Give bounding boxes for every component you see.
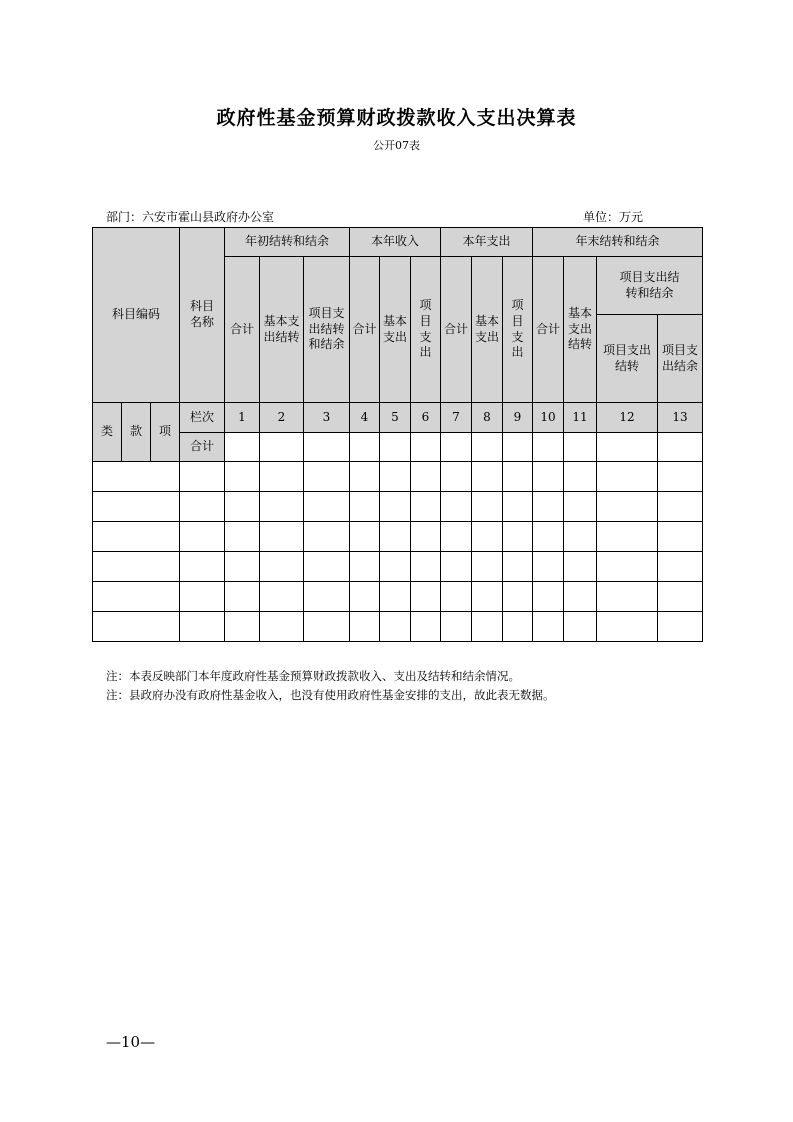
table-cell	[180, 582, 225, 612]
table-cell	[225, 582, 260, 612]
table-cell	[658, 522, 703, 552]
expense-basic-header: 基本支出	[472, 257, 503, 403]
table-cell	[658, 433, 703, 462]
begin-balance-header: 年初结转和结余	[225, 228, 350, 257]
table-cell	[380, 462, 411, 492]
table-row	[93, 552, 703, 582]
table-cell	[441, 462, 472, 492]
table-row	[93, 582, 703, 612]
table-cell	[225, 612, 260, 642]
table-cell	[533, 462, 564, 492]
table-cell	[503, 492, 533, 522]
table-cell	[503, 522, 533, 552]
table-title: 政府性基金预算财政拨款收入支出决算表	[216, 107, 577, 129]
table-cell	[564, 522, 597, 552]
table-cell	[597, 612, 658, 642]
column-number: 6	[411, 403, 441, 433]
column-number: 8	[472, 403, 503, 433]
table-cell	[260, 612, 304, 642]
table-cell	[503, 552, 533, 582]
table-cell	[411, 552, 441, 582]
table-cell	[533, 582, 564, 612]
table-cell	[304, 522, 350, 552]
table-cell	[304, 582, 350, 612]
table-cell	[260, 582, 304, 612]
table-cell	[304, 612, 350, 642]
table-cell	[564, 582, 597, 612]
budget-table	[92, 227, 703, 642]
table-cell	[564, 492, 597, 522]
table-cell	[93, 492, 180, 522]
table-cell	[411, 582, 441, 612]
column-number: 7	[441, 403, 472, 433]
end-project-header: 项目支出结转和结余	[597, 257, 703, 315]
table-cell	[564, 552, 597, 582]
table-cell	[503, 612, 533, 642]
note-line: 注：县政府办没有政府性基金收入，也没有使用政府性基金安排的支出，故此表无数据。	[106, 688, 555, 702]
table-cell	[380, 433, 411, 462]
table-cell	[380, 492, 411, 522]
unit-label: 单位：万元	[583, 210, 644, 224]
table-cell	[411, 433, 441, 462]
end-project-surplus-header: 项目支出结余	[658, 315, 703, 403]
end-total-header: 合计	[533, 257, 564, 403]
table-cell	[564, 433, 597, 462]
table-cell	[93, 552, 180, 582]
table-cell	[380, 552, 411, 582]
table-cell	[260, 552, 304, 582]
column-number: 9	[503, 403, 533, 433]
table-cell	[441, 492, 472, 522]
table-cell	[180, 522, 225, 552]
table-cell	[472, 582, 503, 612]
xiang-header: 项	[151, 403, 180, 462]
column-number: 2	[260, 403, 304, 433]
table-cell	[350, 462, 380, 492]
table-cell	[350, 552, 380, 582]
column-no-label: 栏次	[180, 403, 225, 433]
table-cell	[533, 433, 564, 462]
table-cell	[597, 582, 658, 612]
table-cell	[411, 612, 441, 642]
table-cell	[93, 522, 180, 552]
column-number: 13	[658, 403, 703, 433]
table-cell	[503, 582, 533, 612]
table-cell	[441, 522, 472, 552]
table-cell	[93, 612, 180, 642]
subject-name-header: 科目名称	[180, 228, 225, 403]
table-cell	[411, 492, 441, 522]
table-cell	[260, 522, 304, 552]
table-cell	[225, 522, 260, 552]
table-cell	[380, 522, 411, 552]
table-cell	[225, 433, 260, 462]
table-row	[93, 612, 703, 642]
table-cell	[93, 462, 180, 492]
table-cell	[350, 433, 380, 462]
table-cell	[180, 552, 225, 582]
table-cell	[441, 582, 472, 612]
table-cell	[350, 612, 380, 642]
end-basic-carry-header: 基本支出结转	[564, 257, 597, 403]
expense-total-header: 合计	[441, 257, 472, 403]
table-cell	[533, 612, 564, 642]
table-cell	[93, 582, 180, 612]
table-cell	[658, 552, 703, 582]
table-cell	[441, 612, 472, 642]
table-cell	[658, 612, 703, 642]
table-cell	[260, 433, 304, 462]
income-total-header: 合计	[350, 257, 380, 403]
table-cell	[533, 552, 564, 582]
table-cell	[411, 522, 441, 552]
note-line: 注：本表反映部门本年度政府性基金预算财政拨款收入、支出及结转和结余情况。	[106, 669, 520, 683]
column-number: 10	[533, 403, 564, 433]
table-cell	[472, 612, 503, 642]
table-cell	[304, 552, 350, 582]
table-cell	[597, 433, 658, 462]
table-cell	[260, 462, 304, 492]
table-cell	[472, 522, 503, 552]
column-number: 11	[564, 403, 597, 433]
table-cell	[225, 492, 260, 522]
table-row	[93, 492, 703, 522]
table-cell	[533, 492, 564, 522]
table-cell	[350, 582, 380, 612]
begin-basic-carry-header: 基本支出结转	[260, 257, 304, 403]
table-cell	[411, 462, 441, 492]
table-cell	[225, 552, 260, 582]
income-header: 本年收入	[350, 228, 441, 257]
table-cell	[180, 612, 225, 642]
table-cell	[503, 433, 533, 462]
notes	[106, 667, 555, 705]
column-number: 5	[380, 403, 411, 433]
subject-code-header: 科目编码	[93, 228, 180, 403]
table-cell	[472, 462, 503, 492]
end-balance-header: 年末结转和结余	[533, 228, 703, 257]
table-cell	[180, 492, 225, 522]
table-cell	[441, 552, 472, 582]
table-cell	[304, 433, 350, 462]
kuan-header: 款	[122, 403, 151, 462]
table-cell	[472, 433, 503, 462]
table-cell	[350, 492, 380, 522]
begin-total-header: 合计	[225, 257, 260, 403]
table-cell	[533, 522, 564, 552]
column-number: 12	[597, 403, 658, 433]
total-row-label: 合计	[180, 433, 225, 462]
begin-project-header: 项目支出结转和结余	[304, 257, 350, 403]
column-number: 3	[304, 403, 350, 433]
lei-header: 类	[93, 403, 122, 462]
column-number: 4	[350, 403, 380, 433]
table-cell	[225, 462, 260, 492]
table-row	[93, 522, 703, 552]
page-number: —10—	[106, 1033, 156, 1051]
table-cell	[380, 612, 411, 642]
table-cell	[380, 582, 411, 612]
table-cell	[304, 462, 350, 492]
table-cell	[180, 462, 225, 492]
table-cell	[658, 582, 703, 612]
table-cell	[350, 522, 380, 552]
expense-header: 本年支出	[441, 228, 533, 257]
table-cell	[472, 492, 503, 522]
table-cell	[304, 492, 350, 522]
column-number: 1	[225, 403, 260, 433]
table-cell	[597, 522, 658, 552]
table-cell	[503, 462, 533, 492]
table-cell	[260, 492, 304, 522]
income-basic-header: 基本支出	[380, 257, 411, 403]
table-cell	[658, 492, 703, 522]
department-label: 部门：六安市霍山县政府办公室	[106, 210, 275, 224]
table-cell	[564, 462, 597, 492]
table-cell	[658, 462, 703, 492]
table-cell	[597, 492, 658, 522]
income-project-header: 项目支出	[411, 257, 441, 403]
table-cell	[597, 552, 658, 582]
table-cell	[472, 552, 503, 582]
table-subtitle: 公开07表	[373, 139, 420, 152]
end-project-carry-header: 项目支出结转	[597, 315, 658, 403]
table-cell	[597, 462, 658, 492]
table-row	[93, 462, 703, 492]
table-cell	[564, 612, 597, 642]
expense-project-header: 项目支出	[503, 257, 533, 403]
table-cell	[441, 433, 472, 462]
